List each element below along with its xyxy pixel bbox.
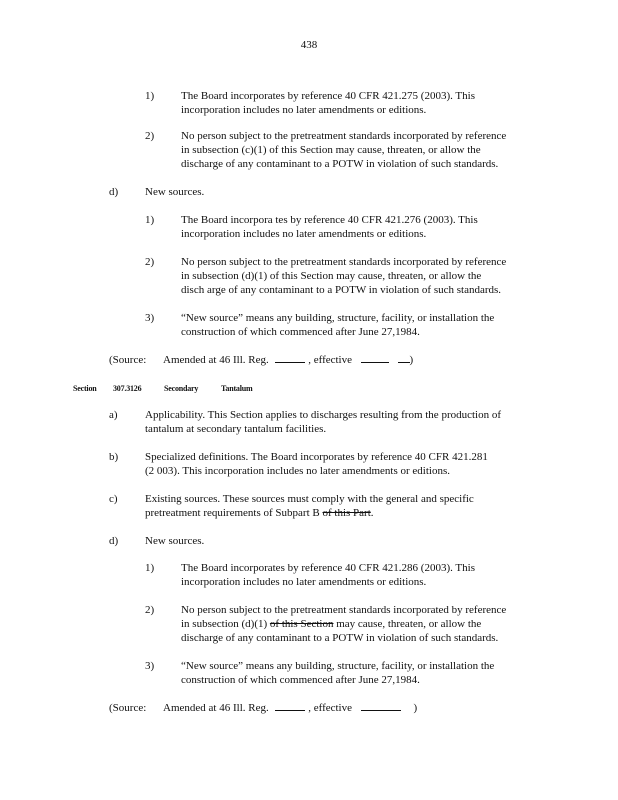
paragraph xyxy=(181,659,524,687)
blank-line xyxy=(361,700,401,711)
text-line: The Board incorporates by reference 40 CFR 421.286 (2003). This xyxy=(181,562,475,574)
text-line: Specialized definitions. The Board incorporates by reference 40 CFR 421.281 xyxy=(145,451,488,463)
list-label: b) xyxy=(109,451,119,463)
paragraph xyxy=(181,603,529,645)
text-line: tantalum at secondary tantalum facilities. xyxy=(145,423,327,435)
source-effective: , effective xyxy=(308,354,352,366)
text-line: disch arge of any contaminant to a POTW in violation of such standards. xyxy=(181,284,502,296)
paragraph xyxy=(181,561,503,589)
text-line: Applicability. This Section applies to discharges resulting from the production of xyxy=(145,409,502,421)
text-line: discharge of any contaminant to a POTW in violation of such standards. xyxy=(181,158,499,170)
blank-line xyxy=(398,352,410,363)
text-line xyxy=(181,617,529,631)
source-note xyxy=(109,700,417,715)
source-close: ) xyxy=(413,702,418,714)
text-line: No person subject to the pretreatment standards incorporated by reference xyxy=(181,256,507,268)
paragraph xyxy=(181,255,529,297)
text-line: Existing sources. These sources must comply with the general and specific xyxy=(145,493,474,505)
source-effective: , effective xyxy=(308,702,352,714)
struck-text: of this Part xyxy=(322,507,371,519)
text-line: construction of which commenced after June 27,1984. xyxy=(181,674,420,686)
source-note xyxy=(109,352,413,367)
subsection-heading: New sources. xyxy=(145,535,205,547)
text-line: incorporation includes no later amendments or editions. xyxy=(181,228,427,240)
list-label: 1) xyxy=(145,214,155,226)
section-title: Tantalum xyxy=(221,384,253,393)
text-line: incorporation includes no later amendments or editions. xyxy=(181,576,427,588)
paragraph xyxy=(181,311,524,339)
paragraph xyxy=(181,213,505,241)
paragraph xyxy=(181,129,529,171)
text-line: in subsection (c)(1) of this Section may cause, threaten, or allow the xyxy=(181,144,481,156)
list-label: d) xyxy=(109,186,119,198)
subsection-heading: New sources. xyxy=(145,186,205,198)
text-line: (2 003). This incorporation includes no later amendments or editions. xyxy=(145,465,450,477)
page-number: 438 xyxy=(300,39,318,51)
list-label: 1) xyxy=(145,90,155,102)
paragraph xyxy=(181,89,505,117)
text-line: incorporation includes no later amendments or editions. xyxy=(181,104,427,116)
source-prefix: (Source: xyxy=(109,354,147,366)
list-label: c) xyxy=(109,493,118,505)
text-run: may cause, threaten, or allow the xyxy=(336,618,482,630)
text-line: “New source” means any building, structure, facility, or installation the xyxy=(181,312,495,324)
list-label: 2) xyxy=(145,604,155,616)
list-label: 3) xyxy=(145,660,155,672)
struck-text: of this Section xyxy=(269,618,334,630)
text-line: discharge of any contaminant to a POTW in violation of such standards. xyxy=(181,632,499,644)
text-line: No person subject to the pretreatment standards incorporated by reference xyxy=(181,604,507,616)
source-amended: Amended at 46 Ill. Reg. xyxy=(163,702,269,714)
paragraph xyxy=(145,408,538,436)
text-run: . xyxy=(370,507,374,519)
source-close: ) xyxy=(409,354,414,366)
blank-line xyxy=(275,352,305,363)
text-line: The Board incorporates by reference 40 CFR 421.275 (2003). This xyxy=(181,90,475,102)
text-line: construction of which commenced after June 27,1984. xyxy=(181,326,420,338)
source-prefix: (Source: xyxy=(109,702,147,714)
section-number: 307.3126 xyxy=(113,384,142,393)
list-label: 3) xyxy=(145,312,155,324)
text-line: in subsection (d)(1) of this Section may cause, threaten, or allow the xyxy=(181,270,482,282)
list-label: 1) xyxy=(145,562,155,574)
text-run: pretreatment requirements of Subpart B xyxy=(145,507,320,519)
paragraph xyxy=(145,450,517,478)
text-line: The Board incorpora tes by reference 40 CFR 421.276 (2003). This xyxy=(181,214,478,226)
text-line: “New source” means any building, structure, facility, or installation the xyxy=(181,660,495,672)
list-label: 2) xyxy=(145,130,155,142)
text-line: No person subject to the pretreatment standards incorporated by reference xyxy=(181,130,507,142)
list-label: d) xyxy=(109,535,119,547)
paragraph xyxy=(145,492,503,520)
blank-line xyxy=(275,700,305,711)
text-line xyxy=(145,506,503,520)
section-title: Secondary xyxy=(164,384,199,393)
list-label: a) xyxy=(109,409,118,421)
text-run: in subsection (d)(1) xyxy=(181,618,268,630)
section-label: Section xyxy=(73,384,97,393)
list-label: 2) xyxy=(145,256,155,268)
blank-line xyxy=(361,352,389,363)
source-amended: Amended at 46 Ill. Reg. xyxy=(163,354,269,366)
